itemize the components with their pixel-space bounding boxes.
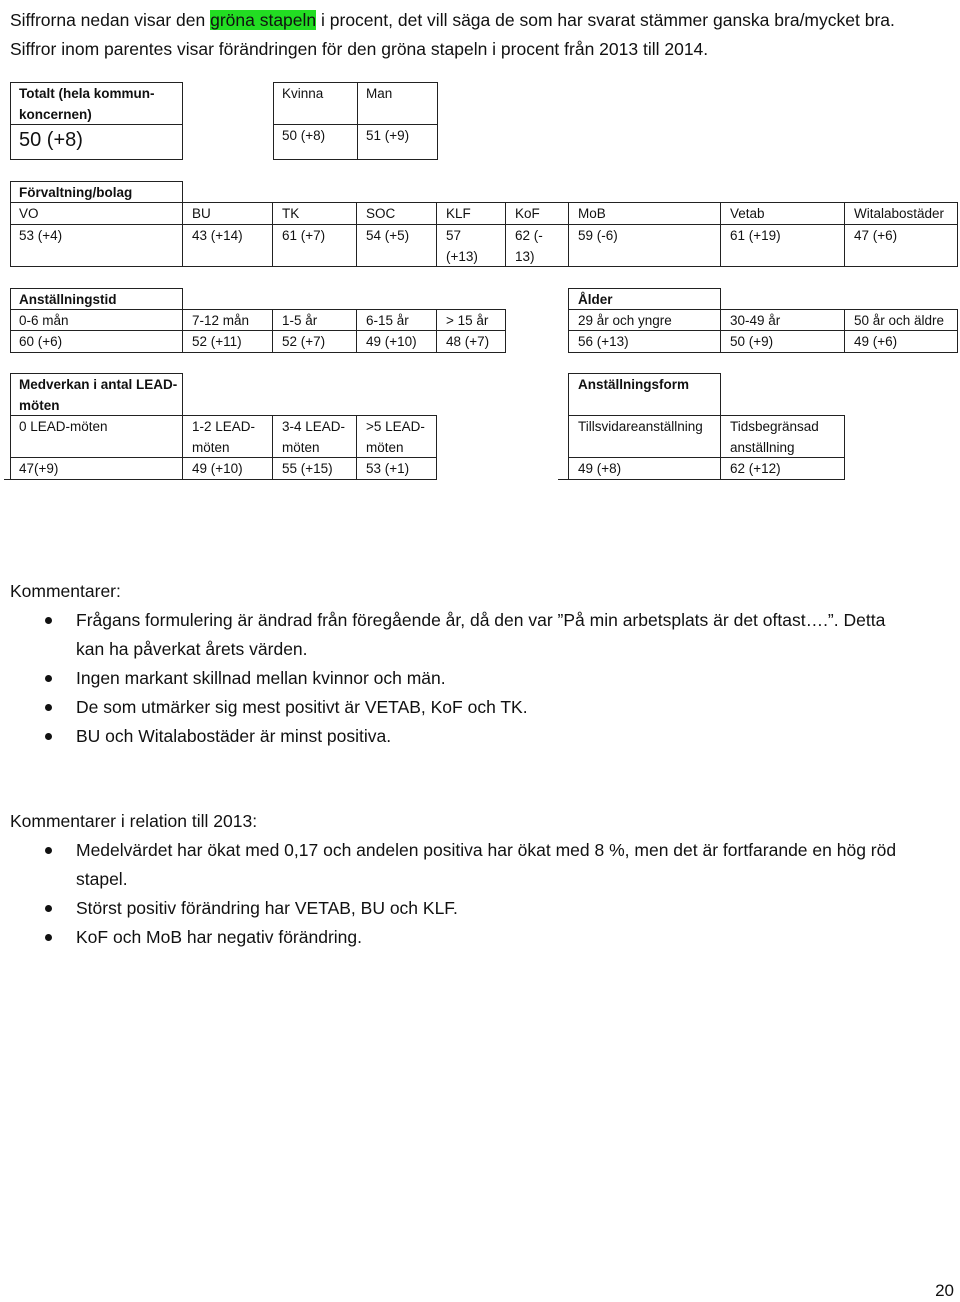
forvaltning-header: KLF [446, 206, 471, 221]
table-line [10, 288, 183, 289]
table-line [505, 309, 506, 353]
table-line [844, 415, 845, 480]
total-value: 50 (+8) [19, 129, 83, 151]
kommentarer-heading: Kommentarer: [10, 581, 121, 601]
table-line [272, 309, 273, 353]
table-line [569, 457, 845, 458]
table-line [436, 202, 437, 267]
table-line [569, 330, 958, 331]
anstallningstid-header: > 15 år [446, 313, 489, 328]
forvaltning-header: TK [282, 206, 300, 221]
table-line [356, 202, 357, 267]
table-line [10, 82, 11, 160]
anstallningstid-title: Anställningstid [19, 292, 117, 307]
table-line [273, 124, 438, 125]
table-line [436, 309, 437, 353]
forvaltning-value: 53 (+4) [19, 228, 63, 243]
forvaltning-value: 61 (+19) [730, 228, 781, 243]
anstallningstid-value: 60 (+6) [19, 334, 63, 349]
table-line [182, 181, 183, 267]
man-label: Man [366, 86, 393, 101]
alder-value: 49 (+6) [854, 334, 898, 349]
lead-title: Medverkan i antal LEAD- möten [19, 377, 178, 413]
forvaltning-value: 57 (+13) [446, 228, 478, 264]
bullet-icon [45, 905, 52, 912]
alder-header: 29 år och yngre [578, 313, 672, 328]
forvaltning-header: Vetab [730, 206, 765, 221]
table-line [569, 373, 721, 374]
table-line [569, 352, 958, 353]
table-line [10, 373, 11, 480]
table-line [10, 266, 958, 267]
forvaltning-value: 43 (+14) [192, 228, 243, 243]
table-line [273, 82, 274, 160]
intro-text [10, 6, 895, 64]
anstallningstid-value: 49 (+10) [366, 334, 417, 349]
table-line [357, 82, 358, 160]
alder-header: 50 år och äldre [854, 313, 945, 328]
table-line [10, 224, 958, 225]
table-line [4, 479, 437, 480]
table-line [273, 82, 438, 83]
forvaltning-value: 61 (+7) [282, 228, 326, 243]
table-line [10, 159, 183, 160]
kvinna-label: Kvinna [282, 86, 324, 101]
forvaltning-header: BU [192, 206, 211, 221]
forvaltning-header: MoB [578, 206, 606, 221]
table-line [844, 309, 845, 353]
table-line [505, 202, 506, 267]
bullet-icon [45, 617, 52, 624]
forvaltning-value: 54 (+5) [366, 228, 410, 243]
anstallningstid-header: 6-15 år [366, 313, 409, 328]
table-line [957, 309, 958, 353]
page-number: 20 [935, 1281, 954, 1300]
table-line [10, 457, 437, 458]
table-line [10, 415, 437, 416]
alder-value: 50 (+9) [730, 334, 774, 349]
kommentarer-2013-heading: Kommentarer i relation till 2013: [10, 811, 258, 831]
lead-header: 0 LEAD-möten [19, 419, 108, 434]
alder-value: 56 (+13) [578, 334, 629, 349]
anstallningstid-header: 0-6 mån [19, 313, 69, 328]
anstallningstid-value: 52 (+7) [282, 334, 326, 349]
anstallningstid-header: 7-12 mån [192, 313, 250, 328]
forvaltning-title: Förvaltning/bolag [19, 185, 133, 200]
table-line [569, 309, 958, 310]
table-line [10, 352, 506, 353]
forvaltning-value: 47 (+6) [854, 228, 898, 243]
table-line [10, 82, 183, 83]
table-line [272, 202, 273, 267]
table-line [10, 202, 958, 203]
anstallningsform-value: 49 (+8) [578, 461, 622, 476]
total-label: Totalt (hela kommun- koncernen) [19, 86, 155, 122]
table-line [182, 288, 183, 353]
anstallningsform-value: 62 (+12) [730, 461, 781, 476]
table-line [568, 202, 569, 267]
table-line [182, 82, 183, 160]
forvaltning-header: SOC [366, 206, 396, 221]
forvaltning-header: KoF [515, 206, 540, 221]
anstallningsform-header: Tillsvidareanställning [578, 419, 703, 434]
bullet-icon [45, 934, 52, 941]
table-line [10, 309, 506, 310]
table-line [720, 373, 721, 480]
table-line [569, 415, 845, 416]
table-line [356, 309, 357, 353]
table-line [957, 202, 958, 267]
table-line [568, 373, 569, 480]
lead-value: 49 (+10) [192, 461, 243, 476]
anstallningsform-title: Anställningsform [578, 377, 690, 392]
green-bar-highlight: gröna stapeln [210, 10, 317, 30]
anstallningstid-value: 52 (+11) [192, 334, 242, 349]
table-line [10, 181, 11, 267]
table-line [569, 288, 721, 289]
table-line [437, 82, 438, 160]
table-line [558, 479, 845, 480]
intro-line-1: Siffrorna nedan visar den gröna stapeln i procent, det vill säga de som har svarat stämmer ganska bra/mycket bra. [10, 10, 895, 30]
table-line [10, 288, 11, 353]
table-line [356, 415, 357, 480]
table-line [10, 373, 183, 374]
lead-header: 3-4 LEAD- möten [282, 419, 346, 455]
forvaltning-header: VO [19, 206, 39, 221]
table-line [568, 288, 569, 353]
table-line [273, 159, 438, 160]
forvaltning-value: 59 (-6) [578, 228, 618, 243]
table-line [10, 181, 183, 182]
alder-header: 30-49 år [730, 313, 781, 328]
bullet-icon [45, 675, 52, 682]
anstallningsform-header: Tidsbegränsad anställning [730, 419, 819, 455]
table-line [720, 202, 721, 267]
alder-title: Ålder [578, 292, 613, 307]
lead-header: >5 LEAD- möten [366, 419, 425, 455]
forvaltning-value: 62 (- 13) [515, 228, 543, 264]
bullet-icon [45, 847, 52, 854]
lead-value: 53 (+1) [366, 461, 410, 476]
table-line [436, 415, 437, 480]
lead-value: 55 (+15) [282, 461, 333, 476]
table-line [844, 202, 845, 267]
forvaltning-header: Witalabostäder [854, 206, 945, 221]
anstallningstid-header: 1-5 år [282, 313, 318, 328]
table-line [10, 330, 506, 331]
man-value: 51 (+9) [366, 128, 410, 143]
bullet-icon [45, 733, 52, 740]
kvinna-value: 50 (+8) [282, 128, 326, 143]
table-line [720, 288, 721, 353]
table-line [10, 124, 183, 125]
lead-value: 47(+9) [19, 461, 59, 476]
lead-header: 1-2 LEAD- möten [192, 419, 256, 455]
intro-line-2: Siffror inom parentes visar förändringen för den gröna stapeln i procent från 2013 till 2014. [10, 39, 709, 59]
anstallningstid-value: 48 (+7) [446, 334, 490, 349]
table-line [182, 373, 183, 480]
bullet-icon [45, 704, 52, 711]
table-line [272, 415, 273, 480]
